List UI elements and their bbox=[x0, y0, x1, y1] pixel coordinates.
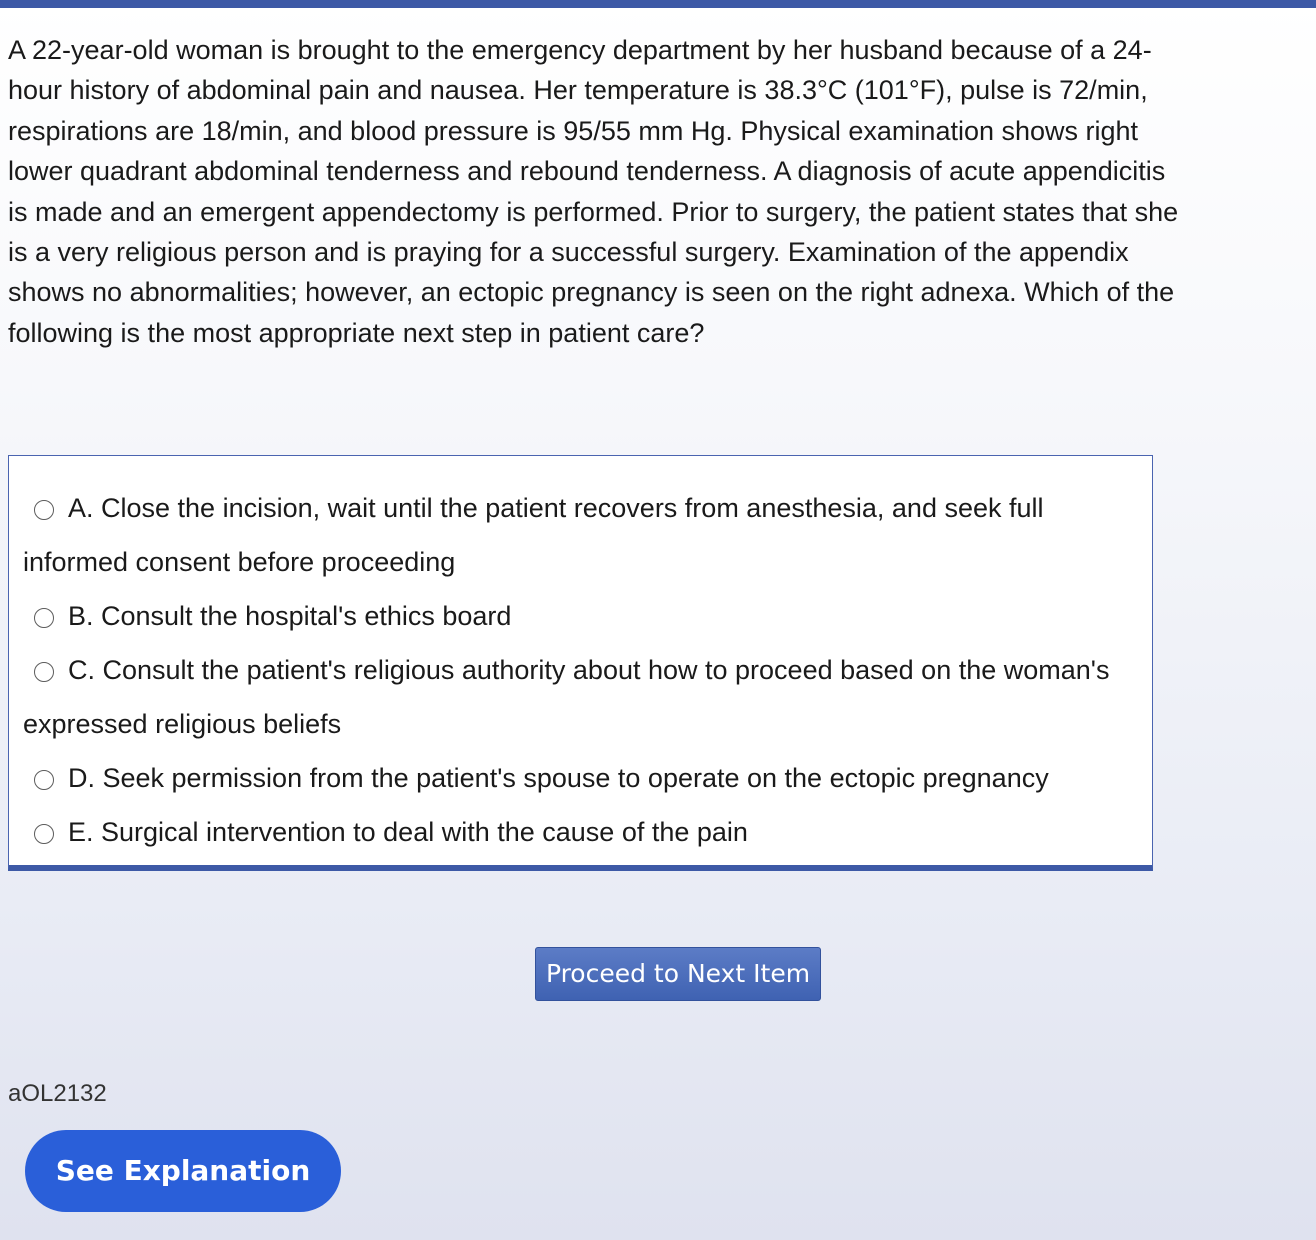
top-accent-bar bbox=[0, 0, 1316, 8]
see-explanation-button[interactable]: See Explanation bbox=[25, 1130, 341, 1212]
answer-choice-label: C. Consult the patient's religious authority about how to proceed based on the woman's expressed religious beliefs bbox=[23, 655, 1110, 739]
answer-choice-label: E. Surgical intervention to deal with the cause of the pain bbox=[68, 817, 748, 847]
radio-button-icon[interactable] bbox=[34, 770, 54, 790]
radio-button-icon[interactable] bbox=[34, 500, 54, 520]
radio-button-icon[interactable] bbox=[34, 608, 54, 628]
answer-choice-d[interactable] bbox=[23, 751, 1133, 805]
answer-choice-e[interactable] bbox=[23, 805, 1133, 859]
question-stem: A 22-year-old woman is brought to the emergency department by her husband because of a 24-hour history of abdominal pain and nausea. Her temperature is 38.3°C (101°F), pulse is 72/min, respirations are 18/min, and blood pressure is 95/55 mm Hg. Physical examination shows right lower quadrant abdominal tenderness and rebound tenderness. A diagnosis of acute appendicitis is made and an emergent appendectomy is performed. Prior to surgery, the patient states that she is a very religious person and is praying for a successful surgery. Examination of the appendix shows no abnormalities; however, an ectopic pregnancy is seen on the right adnexa. Which of the following is the most appropriate next step in patient care? bbox=[8, 35, 1179, 348]
radio-button-icon[interactable] bbox=[34, 824, 54, 844]
answer-choice-label: A. Close the incision, wait until the patient recovers from anesthesia, and seek full informed consent before proceeding bbox=[23, 493, 1044, 577]
answer-choice-label: B. Consult the hospital's ethics board bbox=[68, 601, 512, 631]
answer-choice-c[interactable] bbox=[23, 643, 1133, 751]
question-id-label: aOL2132 bbox=[8, 1080, 107, 1107]
answer-choices-panel bbox=[8, 455, 1153, 871]
answer-choice-b[interactable] bbox=[23, 589, 1133, 643]
answer-choice-label: D. Seek permission from the patient's spouse to operate on the ectopic pregnancy bbox=[68, 763, 1049, 793]
answer-choice-a[interactable] bbox=[23, 481, 1133, 589]
proceed-to-next-item-button[interactable]: Proceed to Next Item bbox=[535, 947, 821, 1001]
radio-button-icon[interactable] bbox=[34, 662, 54, 682]
answer-choices-list bbox=[23, 481, 1133, 859]
